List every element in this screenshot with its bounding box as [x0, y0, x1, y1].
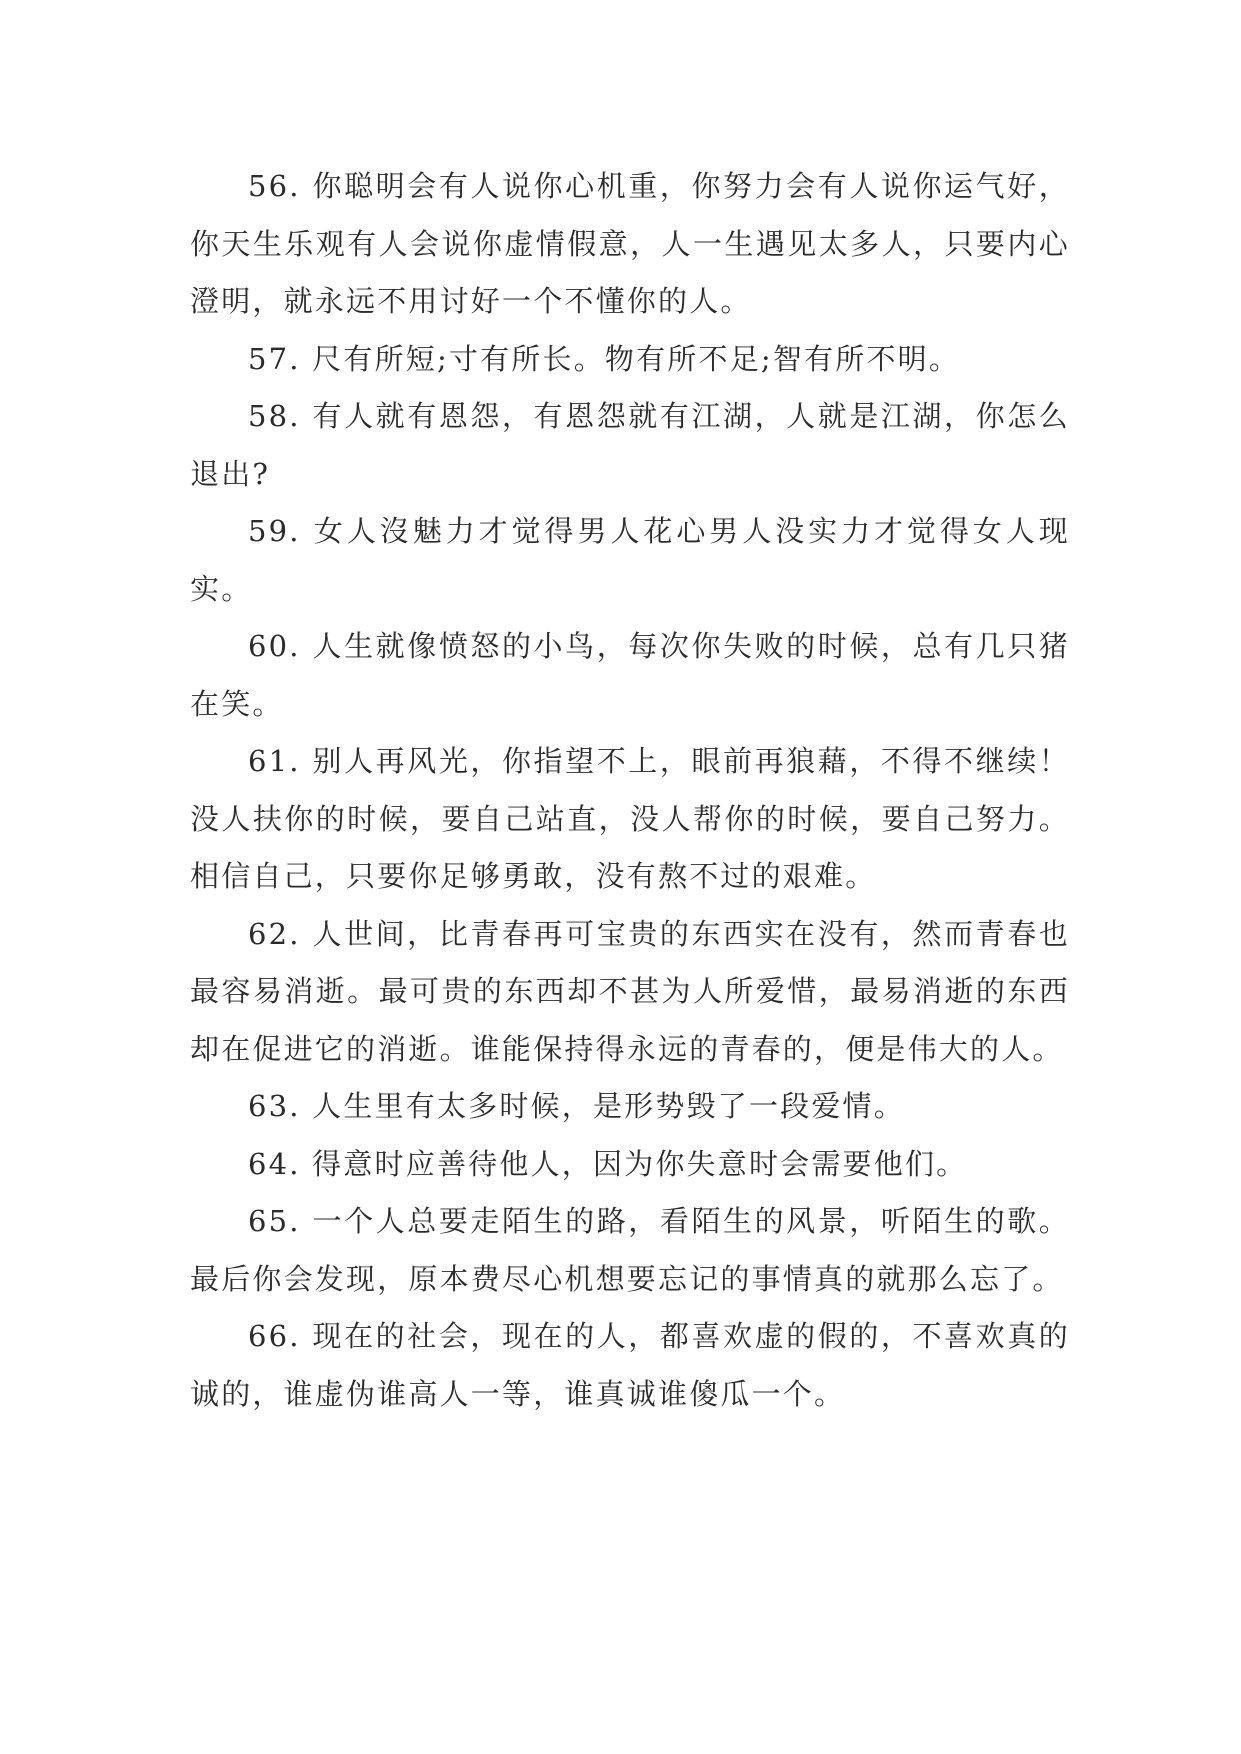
quote-60: 60. 人生就像愤怒的小鸟，每次你失败的时候，总有几只猪在笑。: [190, 629, 1070, 721]
quote-65: 65. 一个人总要走陌生的路，看陌生的风景，听陌生的歌。最后你会发现，原本费尽心机想要忘记的事情真的就那么忘了。: [190, 1204, 1070, 1296]
quote-66: 66. 现在的社会，现在的人，都喜欢虚的假的，不喜欢真的诚的，谁虚伪谁高人一等，谁真诚谁傻瓜一个。: [190, 1319, 1070, 1411]
quote-59: 59. 女人沒魅力才觉得男人花心男人没实力才觉得女人现实。: [190, 514, 1070, 606]
document-body: [190, 158, 1070, 1423]
quote-63: 63. 人生里有太多时候，是形势毁了一段爱情。: [248, 1089, 905, 1123]
quote-58: 58. 有人就有恩怨，有恩怨就有江湖，人就是江湖，你怎么退出?: [190, 399, 1070, 491]
quote-56: 56. 你聪明会有人说你心机重，你努力会有人说你运气好，你天生乐观有人会说你虚情假意，人一生遇见太多人，只要内心澄明，就永远不用讨好一个不懂你的人。: [190, 169, 1070, 318]
quote-61: 61. 别人再风光，你指望不上，眼前再狼藉，不得不继续！没人扶你的时候，要自己站直，没人帮你的时候，要自己努力。相信自己，只要你足够勇敢，没有熬不过的艰难。: [190, 744, 1070, 893]
quote-64: 64. 得意时应善待他人，因为你失意时会需要他们。: [248, 1146, 968, 1181]
quote-62: 62. 人世间，比青春再可宝贵的东西实在没有，然而青春也最容易消逝。最可贵的东西却不甚为人所爱惜，最易消逝的东西却在促进它的消逝。谁能保持得永远的青春的，便是伟大的人。: [190, 916, 1070, 1066]
quote-57: 57. 尺有所短;寸有所长。物有所不足;智有所不明。: [248, 341, 961, 376]
